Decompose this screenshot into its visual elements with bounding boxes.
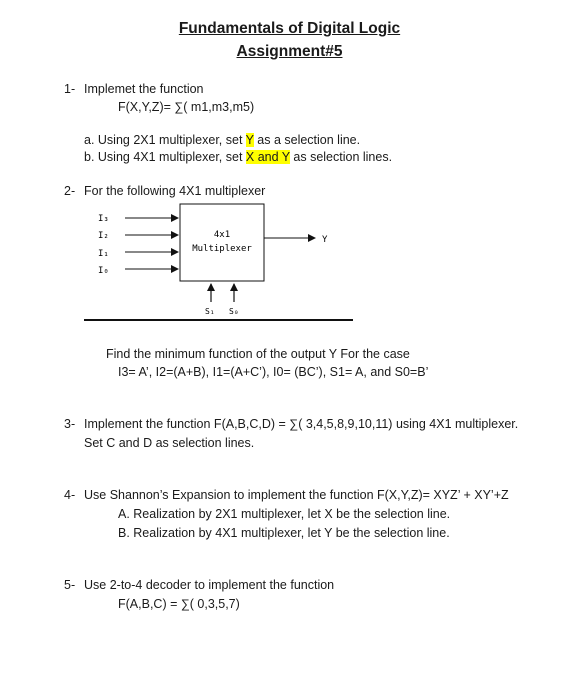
q4-part-b: B. Realization by 4X1 multiplexer, let Y be the selection line.	[118, 526, 450, 540]
q3-text: Implement the function F(A,B,C,D) = ∑( 3,4,5,8,9,10,11) using 4X1 multiplexer.	[84, 417, 519, 431]
q2-number: 2-	[64, 184, 76, 198]
q5-number: 5-	[64, 578, 76, 592]
mux-label-name: Multiplexer	[192, 244, 252, 254]
q2-case: I3= A’, I2=(A+B), I1=(A+C’), I0= (BC’), S1= A, and S0=B’	[118, 365, 429, 379]
mux-box	[180, 204, 264, 281]
q4-number: 4-	[64, 488, 76, 502]
highlight-y: Y	[245, 133, 254, 147]
input-label-i2: I₂	[98, 231, 109, 241]
highlight-x-and-y: X and Y	[245, 150, 290, 164]
q3-text2: Set C and D as selection lines.	[84, 436, 255, 450]
q4-part-a: A. Realization by 2X1 multiplexer, let X be the selection line.	[118, 507, 451, 521]
q1-formula: F(X,Y,Z)= ∑( m1,m3,m5)	[118, 100, 255, 114]
q1-number: 1-	[64, 82, 76, 96]
page-title: Fundamentals of Digital Logic	[178, 20, 401, 37]
q2-text: For the following 4X1 multiplexer	[84, 184, 266, 198]
input-label-i3: I₃	[98, 214, 109, 224]
q5-text: Use 2-to-4 decoder to implement the function	[84, 578, 335, 592]
mux-diagram	[0, 0, 579, 330]
output-label-y: Y	[322, 235, 328, 245]
page-subtitle: Assignment#5	[236, 43, 343, 60]
q4-text: Use Shannon’s Expansion to implement the function F(X,Y,Z)= XYZ’ + XY’+Z	[84, 488, 509, 502]
input-label-i0: I₀	[98, 266, 109, 276]
q2-find: Find the minimum function of the output Y For the case	[106, 347, 410, 361]
select-label-s1: S₁	[205, 307, 215, 316]
q1-part-b: b. Using 4X1 multiplexer, set X and Y as selection lines.	[84, 150, 393, 164]
q3-number: 3-	[64, 417, 76, 431]
mux-label-size: 4x1	[213, 230, 231, 240]
q1-part-a: a. Using 2X1 multiplexer, set Y as a selection line.	[84, 133, 361, 147]
q1-text: Implemet the function	[84, 82, 204, 96]
select-label-s0: S₀	[229, 307, 239, 316]
q5-formula: F(A,B,C) = ∑( 0,3,5,7)	[118, 597, 240, 611]
input-label-i1: I₁	[98, 249, 109, 259]
